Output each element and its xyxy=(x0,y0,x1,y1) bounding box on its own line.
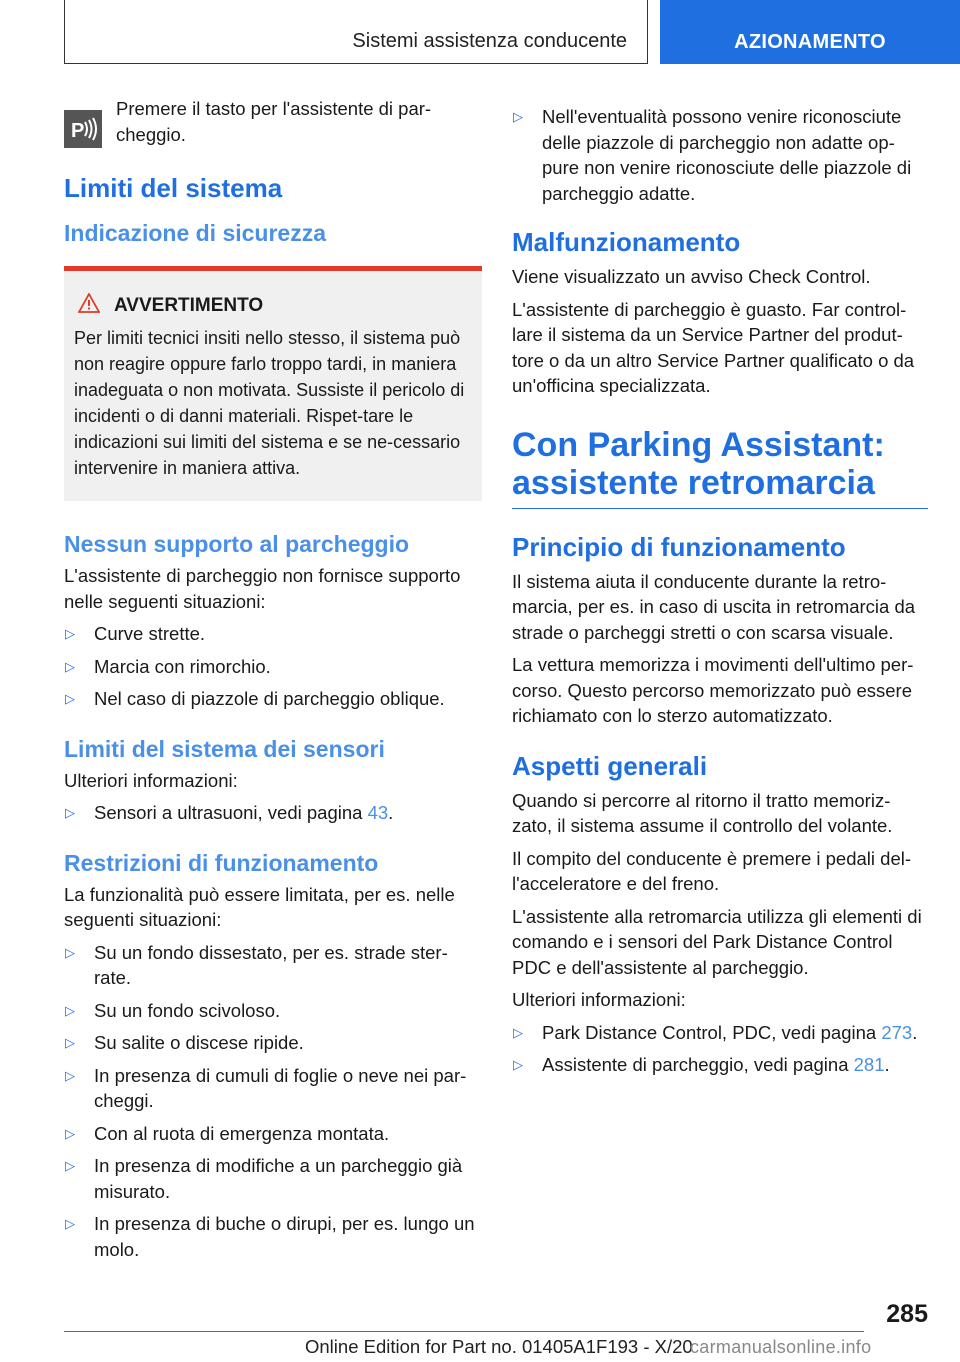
heading-restrictions: Restrizioni di funzionamento xyxy=(64,849,379,876)
warning-triangle-icon xyxy=(78,293,100,319)
page-link-43[interactable]: 43 xyxy=(367,802,389,823)
bullet-triangle-icon: ▷ xyxy=(65,1125,75,1141)
section-title: Sistemi assistenza conducente xyxy=(352,30,627,52)
section-title-big: Con Parking Assistant: assistente retromarcia xyxy=(512,425,885,502)
left-column xyxy=(64,96,482,1270)
list-item: ▷ Con al ruota di emergenza montata. xyxy=(64,1121,482,1147)
intro-text: Premere il tasto per l'assistente di par-cheggio. xyxy=(116,98,432,145)
section-tab xyxy=(64,0,648,64)
warning-text: Per limiti tecnici insiti nello stesso, il sistema può non reagire oppure farlo troppo tardi, in maniera inadeguata o non motivata. Sussiste il pericolo di incidenti o di danni materiali. Rispet-tare le indicazioni sui limiti del sistema e se ne-cessario intervenire in maniera attiva. xyxy=(74,328,465,478)
heading-malfunction: Malfunzionamento xyxy=(512,227,741,257)
heading-safety: Indicazione di sicurezza xyxy=(64,220,327,246)
general-list xyxy=(512,1020,928,1078)
bullet-triangle-icon: ▷ xyxy=(65,658,75,674)
page-number: 285 xyxy=(886,1300,928,1328)
page-header xyxy=(64,0,960,66)
list-item: ▷ In presenza di cumuli di foglie o neve nei par-cheggi. xyxy=(64,1063,482,1114)
general-text-1: Quando si percorre al ritorno il tratto memoriz-zato, il sistema assume il controllo del volante. xyxy=(512,789,893,836)
sensors-list xyxy=(64,800,482,826)
intro-row xyxy=(64,96,482,148)
list-item: ▷ Assistente di parcheggio, vedi pagina 281. xyxy=(512,1052,928,1078)
general-text-4: Ulteriori informazioni: xyxy=(512,989,686,1010)
bullet-triangle-icon: ▷ xyxy=(65,1002,75,1018)
list-item: ▷ Park Distance Control, PDC, vedi pagina 273. xyxy=(512,1020,928,1046)
warning-header xyxy=(78,293,472,319)
bullet-triangle-icon: ▷ xyxy=(65,944,75,960)
bullet-triangle-icon: ▷ xyxy=(65,1158,75,1173)
bullet-triangle-icon: ▷ xyxy=(65,626,75,641)
continued-list xyxy=(512,104,928,206)
list-item: ▷ Nell'eventualità possono venire riconosciute delle piazzole di parcheggio non adatte op-pure non venire riconosciute delle piazzole di parcheggio adatte. xyxy=(512,104,928,206)
list-item: ▷ Su un fondo scivoloso. xyxy=(64,998,482,1024)
right-column xyxy=(512,96,928,1086)
chapter-tab xyxy=(660,0,960,64)
warning-box xyxy=(64,266,482,501)
bullet-triangle-icon: ▷ xyxy=(513,1057,523,1072)
malfunction-text-2: L'assistente di parcheggio è guasto. Far control-lare il sistema da un Service Partner del produt-tore o da un altro Service Partner qualificato o da un'officina specializzata. xyxy=(512,298,915,396)
bullet-triangle-icon: ▷ xyxy=(513,109,523,124)
page-link-281[interactable]: 281 xyxy=(853,1054,885,1075)
heading-no-support: Nessun supporto al parcheggio xyxy=(64,531,410,557)
heading-general: Aspetti generali xyxy=(512,750,708,781)
parking-assistant-icon xyxy=(64,110,102,148)
list-item: ▷ Su salite o discese ripide. xyxy=(64,1030,482,1056)
list-item: ▷ Nel caso di piazzole di parcheggio oblique. xyxy=(64,686,482,712)
list-item: ▷ Curve strette. xyxy=(64,621,482,647)
restrictions-text: La funzionalità può essere limitata, per es. nelle seguenti situazioni: xyxy=(64,883,455,930)
sensors-text: Ulteriori informazioni: xyxy=(64,769,238,791)
list-item: ▷ Su un fondo dissestato, per es. strade ster-rate. xyxy=(64,940,482,991)
bullet-triangle-icon: ▷ xyxy=(65,1067,75,1083)
footer-divider xyxy=(64,1331,864,1332)
list-item: ▷ In presenza di modifiche a un parcheggio già misurato. xyxy=(64,1153,482,1204)
general-text-3: L'assistente alla retromarcia utilizza gli elementi di comando e i sensori del Park Distance Control PDC e dell'assistente al parcheggio. xyxy=(512,905,922,978)
heading-limits: Limiti del sistema xyxy=(64,173,283,203)
bullet-triangle-icon: ▷ xyxy=(65,1035,75,1050)
bullet-triangle-icon: ▷ xyxy=(65,805,75,820)
list-item: ▷ Marcia con rimorchio. xyxy=(64,654,482,680)
warning-title: AVVERTIMENTO xyxy=(114,295,264,316)
bullet-triangle-icon: ▷ xyxy=(65,1216,75,1231)
bullet-triangle-icon: ▷ xyxy=(65,691,75,706)
no-support-list xyxy=(64,621,482,712)
watermark: carmanualsonline.info xyxy=(690,1337,872,1357)
heading-sensors: Limiti del sistema dei sensori xyxy=(64,735,385,762)
list-item: ▷ In presenza di buche o dirupi, per es. lungo un molo. xyxy=(64,1211,482,1262)
bullet-triangle-icon: ▷ xyxy=(513,1024,523,1040)
list-item: ▷ Sensori a ultrasuoni, vedi pagina 43. xyxy=(64,800,482,826)
section-title-block xyxy=(512,426,928,509)
chapter-title: AZIONAMENTO xyxy=(734,31,886,53)
general-text-2: Il compito del conducente è premere i pedali del-l'acceleratore e del freno. xyxy=(512,847,912,894)
no-support-text: L'assistente di parcheggio non fornisce supporto nelle seguenti situazioni: xyxy=(64,565,461,612)
principle-text-2: La vettura memorizza i movimenti dell'ultimo per-corso. Questo percorso memorizzato può essere richiamato con lo sterzo automatizzato. xyxy=(512,654,914,726)
restrictions-list xyxy=(64,940,482,1263)
page-link-273[interactable]: 273 xyxy=(881,1021,913,1043)
principle-text-1: Il sistema aiuta il conducente durante la retro-marcia, per es. in caso di uscita in retromarcia da strade o parcheggi stretti o con scarsa visuale. xyxy=(512,570,916,643)
edition-note: Online Edition for Part no. 01405A1F193 - X/20 xyxy=(305,1336,693,1357)
svg-text:P: P xyxy=(71,120,85,142)
malfunction-text-1: Viene visualizzato un avviso Check Control. xyxy=(512,266,871,287)
heading-principle: Principio di funzionamento xyxy=(512,531,846,562)
